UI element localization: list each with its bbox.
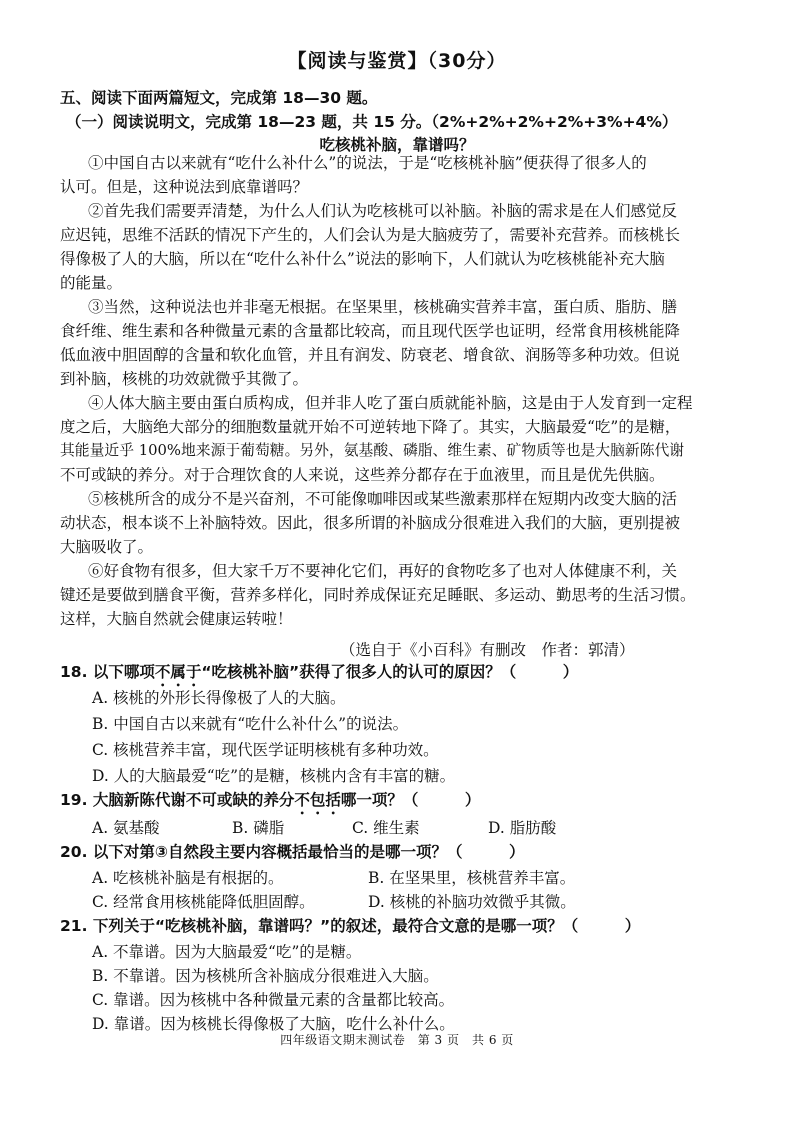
article-line: ②首先我们需要弄清楚，为什么人们认为吃核桃可以补脑。补脑的需求是在人们感觉反: [88, 202, 678, 220]
section-title: 【阅读与鉴赏】（30分）: [287, 50, 507, 72]
article-line: ⑥好食物有很多，但大家千万不要神化它们，再好的食物吃多了也对人体健康不利，关: [88, 562, 678, 580]
article-line: 大脑吸收了。: [60, 538, 154, 556]
q21-option-b[interactable]: B. 不靠谱。因为核桃所含补脑成分很难进入大脑。: [92, 967, 439, 985]
article-line: 动状态，根本谈不上补脑特效。因此，很多所谓的补脑成分很难进入我们的大脑，更别提被: [60, 514, 681, 532]
part-five-heading: 五、阅读下面两篇短文，完成第 18—30 题。: [60, 89, 378, 107]
question-19-emphasis: 不包括: [294, 791, 341, 809]
article-line: ⑤核桃所含的成分不是兴奋剂，不可能像咖啡因或某些激素那样在短期内改变大脑的活: [88, 490, 678, 508]
question-19-post: 哪一项？（ ）: [340, 791, 481, 809]
question-20: 20. 以下对第③自然段主要内容概括最恰当的是哪一项？（ ）: [60, 843, 525, 861]
q19-option-b[interactable]: B. 磷脂: [232, 819, 285, 837]
q20-option-c[interactable]: C. 经常食用核桃能降低胆固醇。: [92, 893, 315, 911]
article-line: 得像极了人的大脑，所以在“吃什么补什么”说法的影响下，人们就认为吃核桃能补充大脑: [60, 250, 665, 268]
q19-option-c[interactable]: C. 维生素: [352, 819, 420, 837]
q21-option-a[interactable]: A. 不靠谱。因为大脑最爱“吃”的是糖。: [92, 943, 362, 961]
article-line: 键还是要做到膳食平衡，营养多样化，同时养成保证充足睡眠、多运动、勤思考的生活习惯。: [60, 586, 696, 604]
article-line: 的能量。: [60, 274, 123, 292]
q21-option-c[interactable]: C. 靠谱。因为核桃中各种微量元素的含量都比较高。: [92, 991, 455, 1009]
question-19: [60, 788, 480, 818]
article-line: 应迟钝，思维不活跃的情况下产生的，人们会认为是大脑疲劳了，需要补充营养。而核桃长: [60, 226, 681, 244]
article-line: 食纤维、维生素和各种微量元素的含量都比较高，而且现代医学也证明，经常食用核桃能降: [60, 322, 681, 340]
q20-option-b[interactable]: B. 在坚果里，核桃营养丰富。: [368, 869, 576, 887]
article-line: ①中国自古以来就有“吃什么补什么”的说法，于是“吃核桃补脑”便获得了很多人的: [88, 154, 647, 172]
article-line: 到补脑，核桃的功效就微乎其微了。: [60, 370, 309, 388]
article-line: 度之后，大脑绝大部分的细胞数量就开始不可逆转地下降了。其实，大脑最爱“吃”的是糖，: [60, 418, 681, 436]
article-line: 低血液中胆固醇的含量和软化血管，并且有润发、防衰老、增食欲、润肠等多种功效。但说: [60, 346, 681, 364]
article-line: 这样，大脑自然就会健康运转啦！: [60, 610, 293, 628]
q18-option-c[interactable]: C. 核桃营养丰富，现代医学证明核桃有多种功效。: [92, 741, 439, 759]
question-18-pre: 18. 以下哪项: [60, 663, 155, 681]
question-21: 21. 下列关于“吃核桃补脑，靠谱吗？”的叙述，最符合文意的是哪一项？（ ）: [60, 917, 641, 935]
page-footer: 四年级语文期末测试卷 第 3 页 共 6 页: [280, 1033, 514, 1047]
part-one-heading: （一）阅读说明文，完成第 18—23 题，共 15 分。（2%+2%+2%+2%+3%+4%）: [66, 113, 678, 131]
q18-option-a[interactable]: A. 核桃的外形长得像极了人的大脑。: [92, 689, 346, 707]
question-18-emphasis: 不属于: [154, 663, 202, 681]
question-19-pre: 19. 大脑新陈代谢不可或缺的养分: [60, 791, 295, 809]
q18-option-d[interactable]: D. 人的大脑最爱“吃”的是糖，核桃内含有丰富的糖。: [92, 767, 456, 785]
q20-option-a[interactable]: A. 吃核桃补脑是有根据的。: [92, 869, 284, 887]
q19-option-d[interactable]: D. 脂肪酸: [488, 819, 557, 837]
article-line: ④人体大脑主要由蛋白质构成，但并非人吃了蛋白质就能补脑，这是由于人发育到一定程: [88, 394, 693, 412]
q20-option-d[interactable]: D. 核桃的补脑功效微乎其微。: [368, 893, 576, 911]
q21-option-d[interactable]: D. 靠谱。因为核桃长得像极了大脑，吃什么补什么。: [92, 1015, 455, 1033]
article-line: 其能量近乎 100%地来源于葡萄糖。另外，氨基酸、磷脂、维生素、矿物质等也是大脑新陈代谢: [60, 442, 685, 459]
q18-option-b[interactable]: B. 中国自古以来就有“吃什么补什么”的说法。: [92, 715, 409, 733]
article-line: 不可或缺的养分。对于合理饮食的人来说，这些养分都存在于血液里，而且是优先供脑。: [60, 466, 665, 484]
article-title: 吃核桃补脑，靠谱吗？: [319, 136, 475, 154]
article-line: 认可。但是，这种说法到底靠谱吗？: [60, 178, 309, 196]
article-source: （选自于《小百科》有删改 作者：郭清）: [340, 641, 635, 659]
q19-option-a[interactable]: A. 氨基酸: [92, 819, 160, 837]
article-line: ③当然，这种说法也并非毫无根据。在坚果里，核桃确实营养丰富，蛋白质、脂肪、膳: [88, 298, 678, 316]
question-18-post: “吃核桃补脑”获得了很多人的认可的原因？（ ）: [201, 663, 579, 681]
